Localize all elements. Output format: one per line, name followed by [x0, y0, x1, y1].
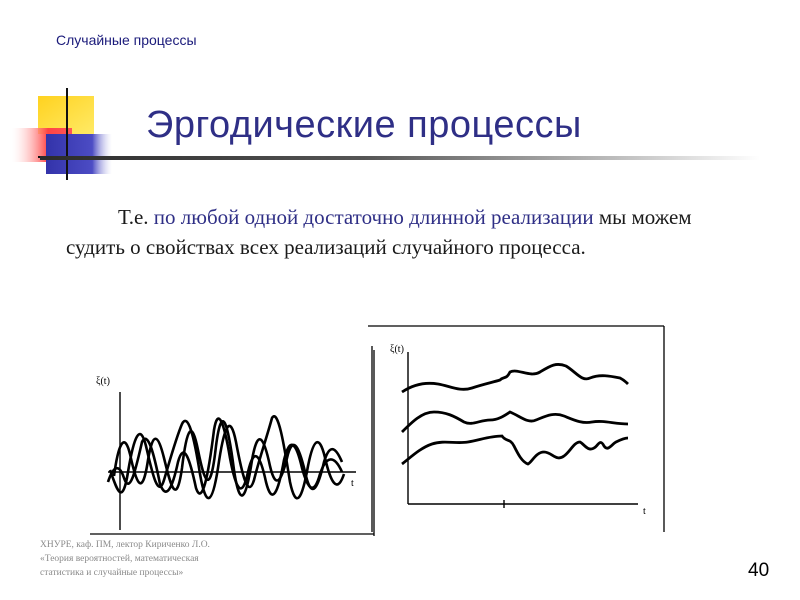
right-graph-curve-bottom [402, 436, 628, 464]
body-text-accent: по любой одной достаточно длинной реализации [153, 205, 594, 229]
graph-realizations-separate [368, 326, 666, 532]
body-text-rest: мы можем судить о свойствах всех реализаций случайного процесса. [66, 205, 692, 259]
slide-number: 40 [748, 560, 770, 581]
slide-header: Случайные процессы [56, 32, 197, 48]
title-underline [40, 156, 760, 160]
graph-realizations-overlap [90, 350, 380, 536]
footer-line-3: статистика и случайные процессы» [40, 568, 184, 578]
right-graph-y-label: ξ(t) [390, 344, 404, 355]
body-paragraph [66, 202, 746, 262]
footer-line-2: «Теория вероятностей, математическая [40, 554, 199, 564]
right-graph-x-label: t [643, 506, 646, 517]
left-graph-y-label: ξ(t) [96, 376, 110, 387]
right-graph-curve-middle [402, 412, 628, 432]
decorative-squares-logo [0, 0, 130, 180]
body-text-lead: Т.е. [118, 205, 149, 229]
slide-title: Эргодические процессы [146, 104, 582, 146]
footer-credit [40, 538, 300, 580]
left-graph-x-label: t [351, 478, 354, 489]
right-graph-curve-top [402, 364, 628, 392]
footer-line-1: ХНУРЕ, каф. ПМ, лектор Кириченко Л.О. [40, 540, 210, 550]
left-graph-curve-3 [108, 419, 342, 495]
